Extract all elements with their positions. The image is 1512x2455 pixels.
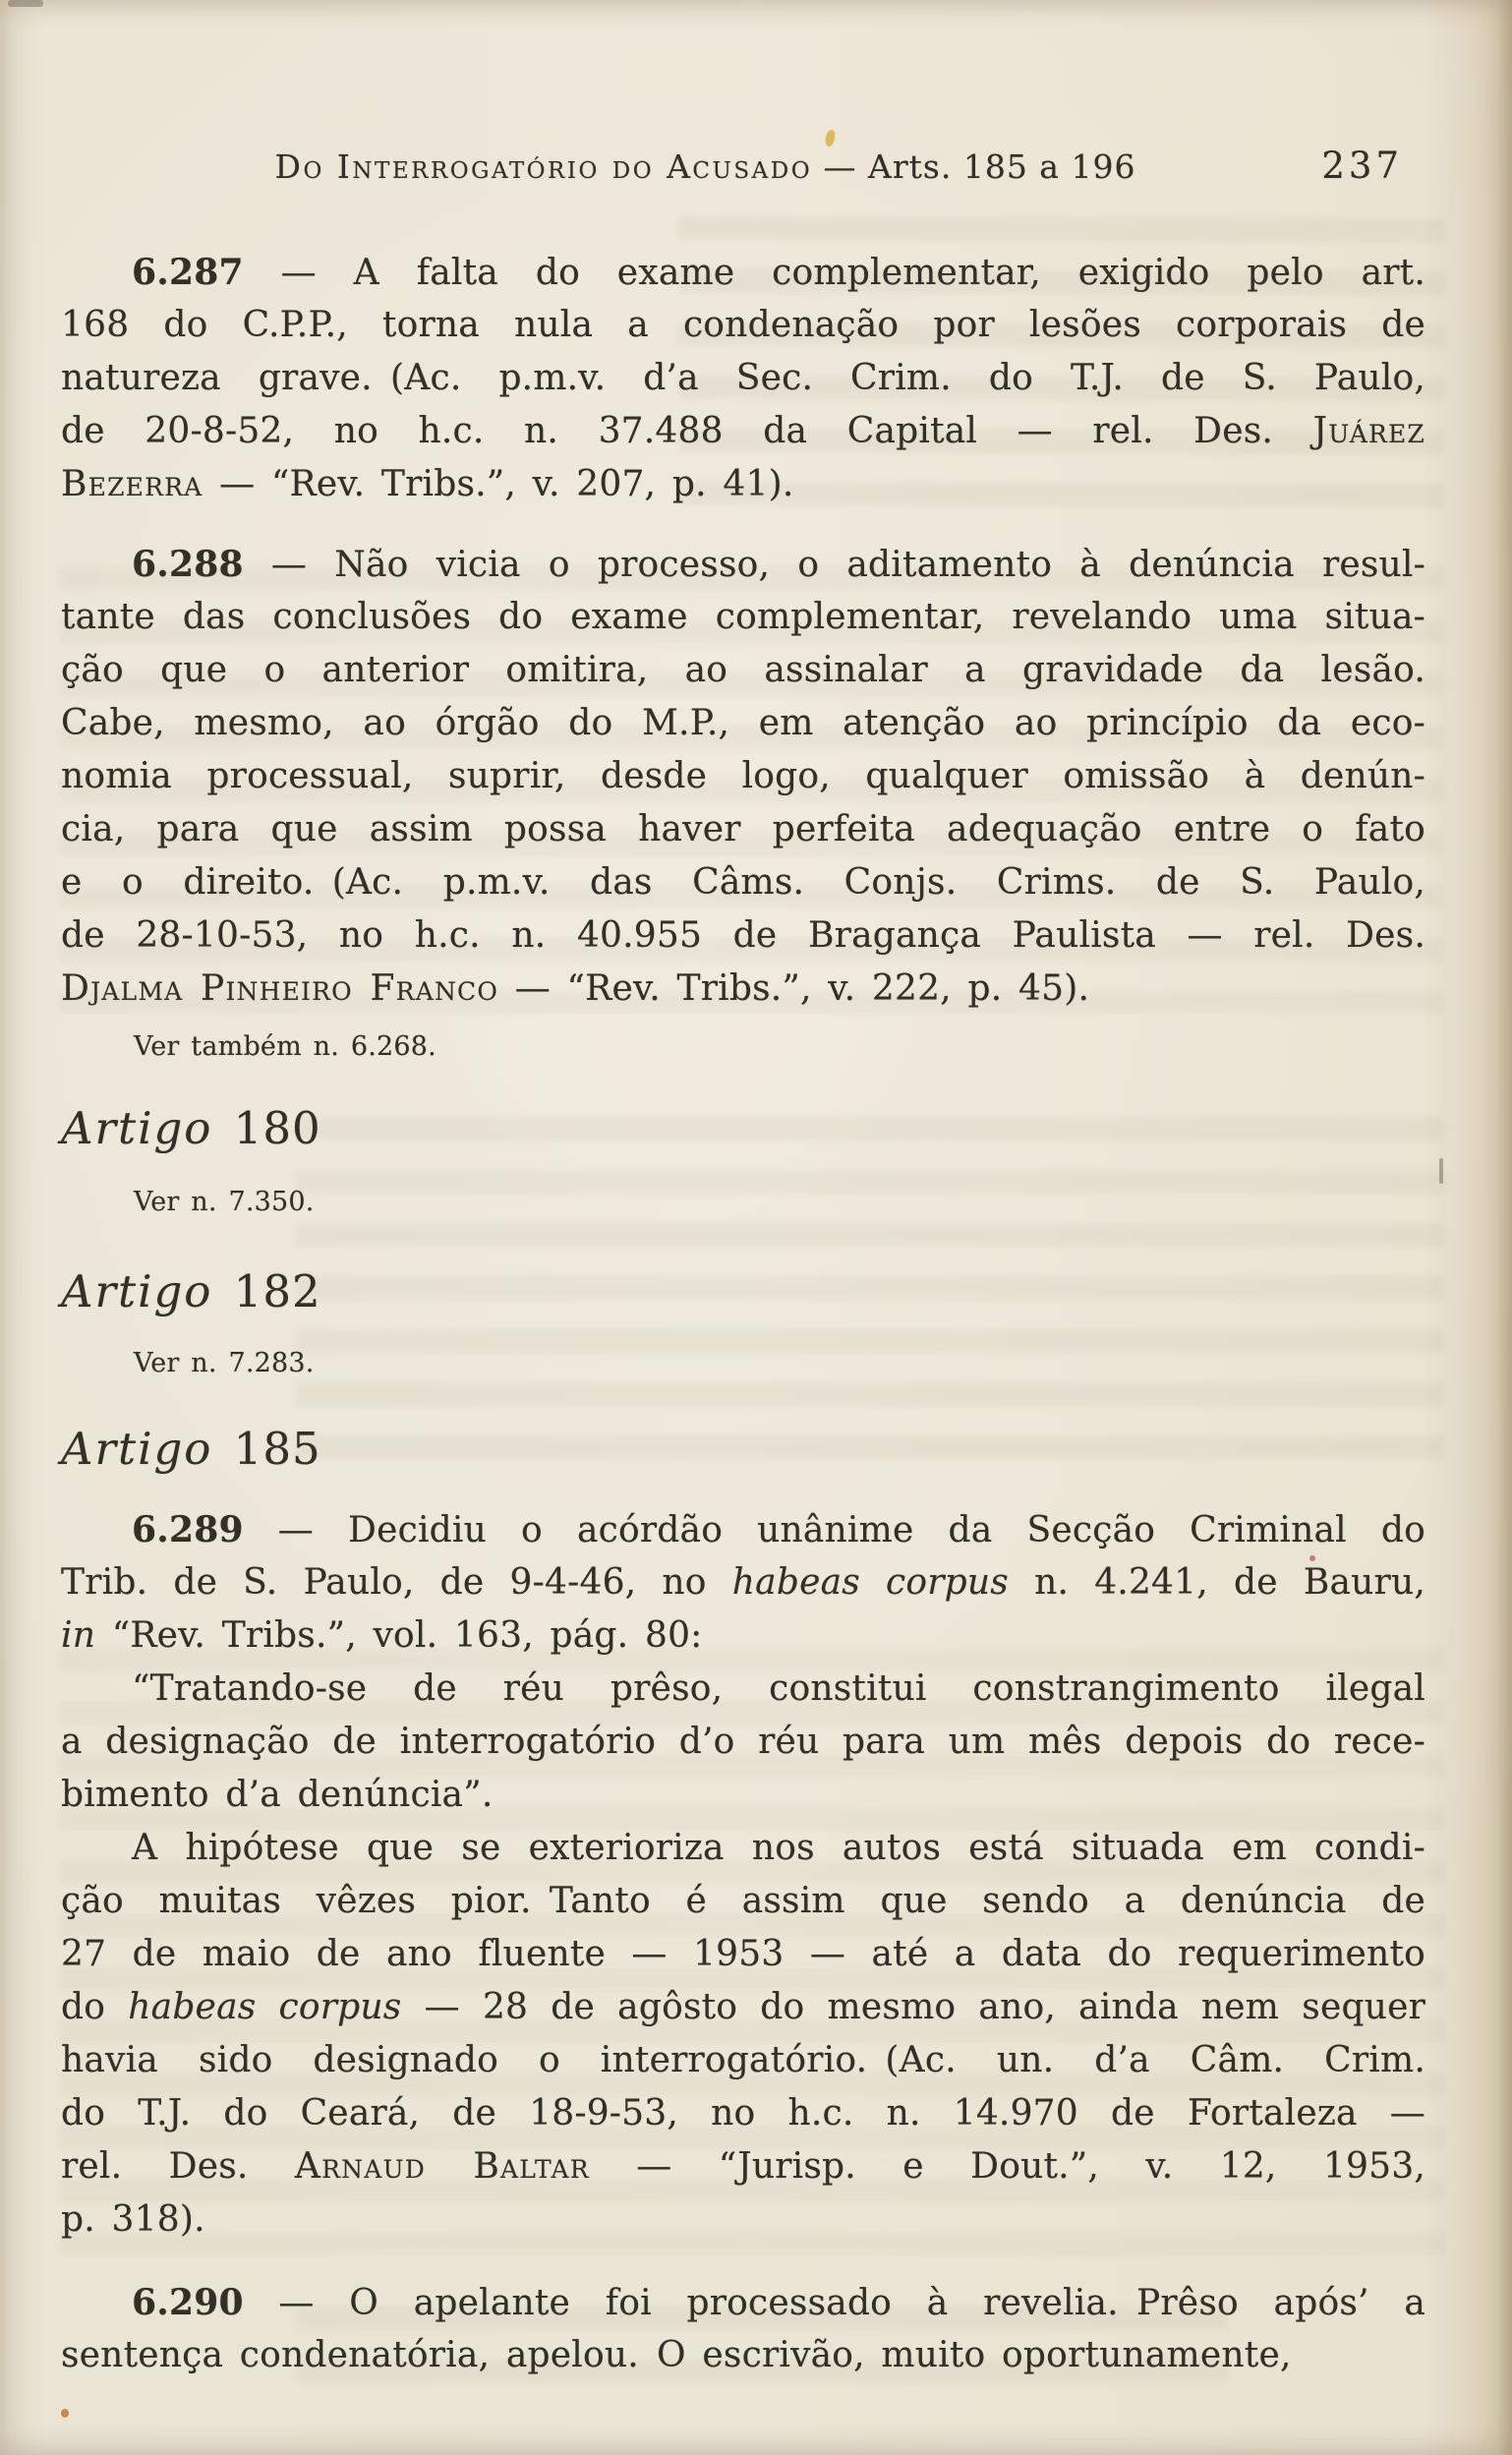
text-segment: 168 do C.P.P., torna nula a condenação por lesões corporais de	[61, 305, 1425, 345]
running-title-chapter: Do Interrogatório do Acusado	[274, 147, 813, 186]
p-6289-cont	[61, 1822, 1425, 2247]
text-line	[61, 352, 1425, 405]
text-segment: de 20-8-52, no h.c. n. 37.488 da Capital — rel. Des.	[61, 411, 1313, 451]
p-6290	[61, 2276, 1425, 2382]
p-6289-quote	[61, 1663, 1425, 1822]
text-line	[61, 591, 1425, 644]
text-segment: n. 4.241, de Bauru,	[1008, 1562, 1425, 1603]
text-line	[61, 1421, 1425, 1478]
note-7283	[61, 1348, 1425, 1379]
text-segment: Arnaud Baltar	[294, 2146, 590, 2187]
text-line	[134, 1187, 1425, 1218]
text-line	[61, 644, 1425, 697]
text-segment: Djalma Pinheiro Franco	[61, 968, 499, 1009]
text-line	[61, 299, 1425, 352]
text-line	[61, 538, 1425, 591]
text-segment: 182	[233, 1265, 321, 1317]
p-6289	[61, 1503, 1425, 1663]
text-segment: 6.288	[132, 544, 244, 585]
text-segment: Artigo	[61, 1102, 234, 1154]
text-line	[61, 2193, 1425, 2247]
text-segment: 180	[233, 1102, 321, 1154]
text-line	[61, 2276, 1425, 2329]
text-segment: in	[61, 1615, 96, 1656]
text-segment: Ver n. 7.283.	[134, 1348, 315, 1378]
text-line	[61, 856, 1425, 909]
text-segment: Trib. de S. Paulo, de 9-4-46, no	[61, 1562, 732, 1603]
text-segment: — Decidiu o acórdão unânime da Secção Criminal do	[243, 1510, 1425, 1550]
text-line	[61, 458, 1425, 511]
note-7350	[61, 1187, 1425, 1218]
text-line	[134, 1348, 1425, 1379]
text-segment: nomia processual, suprir, desde logo, qualquer omissão à denún-	[61, 756, 1425, 796]
text-line	[61, 2034, 1425, 2087]
text-segment: “Tratando-se de réu prêso, constitui constrangimento ilegal	[132, 1668, 1425, 1709]
text-segment: 6.290	[132, 2282, 244, 2323]
text-line	[61, 1100, 1425, 1157]
text-line	[61, 2087, 1425, 2140]
text-segment: do T.J. do Ceará, de 18-9-53, no h.c. n. 14.970 de Fortaleza —	[61, 2093, 1425, 2134]
text-segment: de 28-10-53, no h.c. n. 40.955 de Bragança Paulista — rel. Des.	[61, 915, 1425, 956]
text-line	[61, 1875, 1425, 1928]
text-segment: — O apelante foi processado à revelia. Prêso após’ a	[243, 2283, 1425, 2323]
text-segment: bimento d’a denúncia”.	[61, 1775, 494, 1815]
text-line	[61, 1981, 1425, 2034]
artigo-185	[61, 1421, 1425, 1478]
p-6288	[61, 538, 1425, 1016]
text-segment: — “Jurisp. e Dout.”, v. 12, 1953,	[589, 2146, 1426, 2187]
text-line	[134, 1031, 1425, 1063]
page-number: 237	[1321, 145, 1403, 187]
text-segment: — “Rev. Tribs.”, v. 222, p. 45).	[498, 968, 1090, 1009]
text-line	[61, 405, 1425, 458]
text-segment: — Não vicia o processo, o aditamento à denúncia resul-	[243, 545, 1425, 585]
text-segment: habeas corpus	[731, 1562, 1009, 1603]
text-line	[61, 909, 1425, 963]
text-segment: Artigo	[61, 1265, 234, 1317]
text-segment: tante das conclusões do exame complementar, revelando uma situa-	[61, 597, 1425, 637]
ink-speck	[824, 129, 836, 146]
text-line	[61, 2140, 1425, 2193]
text-segment: — 28 de agôsto do mesmo ano, ainda nem sequer	[401, 1987, 1425, 2027]
text-segment: 27 de maio de ano fluente — 1953 — até a data do requerimento	[61, 1934, 1425, 1974]
artigo-182	[61, 1263, 1425, 1320]
text-segment: do	[61, 1987, 129, 2027]
text-line	[61, 1928, 1425, 1981]
text-segment: — A falta do exame complementar, exigido pelo art.	[243, 253, 1425, 293]
running-title-articles: — Arts. 185 a 196	[812, 147, 1136, 186]
text-line	[61, 1263, 1425, 1320]
content	[0, 246, 1512, 2382]
text-segment: e o direito. (Ac. p.m.v. das Câms. Conjs. Crims. de S. Paulo,	[61, 862, 1425, 903]
text-segment: ção que o anterior omitira, ao assinalar a gravidade da lesão.	[61, 650, 1425, 690]
ink-speck	[61, 2409, 69, 2418]
text-segment: ção muitas vêzes pior. Tanto é assim que sendo a denúncia de	[61, 1881, 1425, 1921]
text-line	[61, 1503, 1425, 1556]
text-line	[61, 246, 1425, 299]
text-line	[61, 1609, 1425, 1663]
text-line	[61, 803, 1425, 856]
text-line	[61, 1822, 1425, 1875]
text-segment: “Rev. Tribs.”, vol. 163, pág. 80:	[95, 1615, 703, 1656]
text-segment: havia sido designado o interrogatório. (Ac. un. d’a Câm. Crim.	[61, 2040, 1425, 2080]
text-segment: natureza grave. (Ac. p.m.v. d’a Sec. Crim. do T.J. de S. Paulo,	[61, 358, 1425, 398]
text-segment: A hipótese que se exterioriza nos autos está situada em condi-	[132, 1828, 1425, 1868]
text-segment: Cabe, mesmo, ao órgão do M.P., em atenção ao princípio da eco-	[61, 703, 1425, 743]
scan-edge-mark	[8, 0, 43, 7]
text-segment: Ver n. 7.350.	[134, 1187, 315, 1217]
text-line	[61, 2329, 1425, 2382]
text-segment: cia, para que assim possa haver perfeita adequação entre o fato	[61, 809, 1425, 849]
artigo-180	[61, 1100, 1425, 1157]
text-segment: 6.289	[132, 1509, 244, 1550]
text-segment: habeas corpus	[128, 1987, 402, 2027]
page-header	[61, 147, 1419, 193]
text-segment: Juárez	[1312, 411, 1425, 451]
note-6268	[61, 1031, 1425, 1063]
text-segment: 6.287	[132, 252, 244, 293]
text-line	[61, 963, 1425, 1016]
text-segment: rel. Des.	[61, 2146, 295, 2187]
text-segment: Bezerra	[61, 464, 204, 504]
text-segment: p. 318).	[61, 2199, 205, 2240]
text-segment: a designação de interrogatório d’o réu para um mês depois do rece-	[61, 1722, 1425, 1762]
text-segment: Artigo	[61, 1423, 234, 1475]
p-6287	[61, 246, 1425, 511]
text-segment: 185	[233, 1423, 321, 1475]
running-title	[61, 147, 1350, 186]
text-line	[61, 1663, 1425, 1716]
text-segment: Ver também n. 6.268.	[134, 1031, 436, 1062]
text-segment: sentença condenatória, apelou. O escrivão, muito oportunamente,	[61, 2335, 1292, 2375]
text-line	[61, 750, 1425, 803]
text-line	[61, 697, 1425, 750]
text-line	[61, 1769, 1425, 1822]
text-line	[61, 1716, 1425, 1769]
text-line	[61, 1556, 1425, 1609]
text-segment: — “Rev. Tribs.”, v. 207, p. 41).	[203, 464, 794, 504]
